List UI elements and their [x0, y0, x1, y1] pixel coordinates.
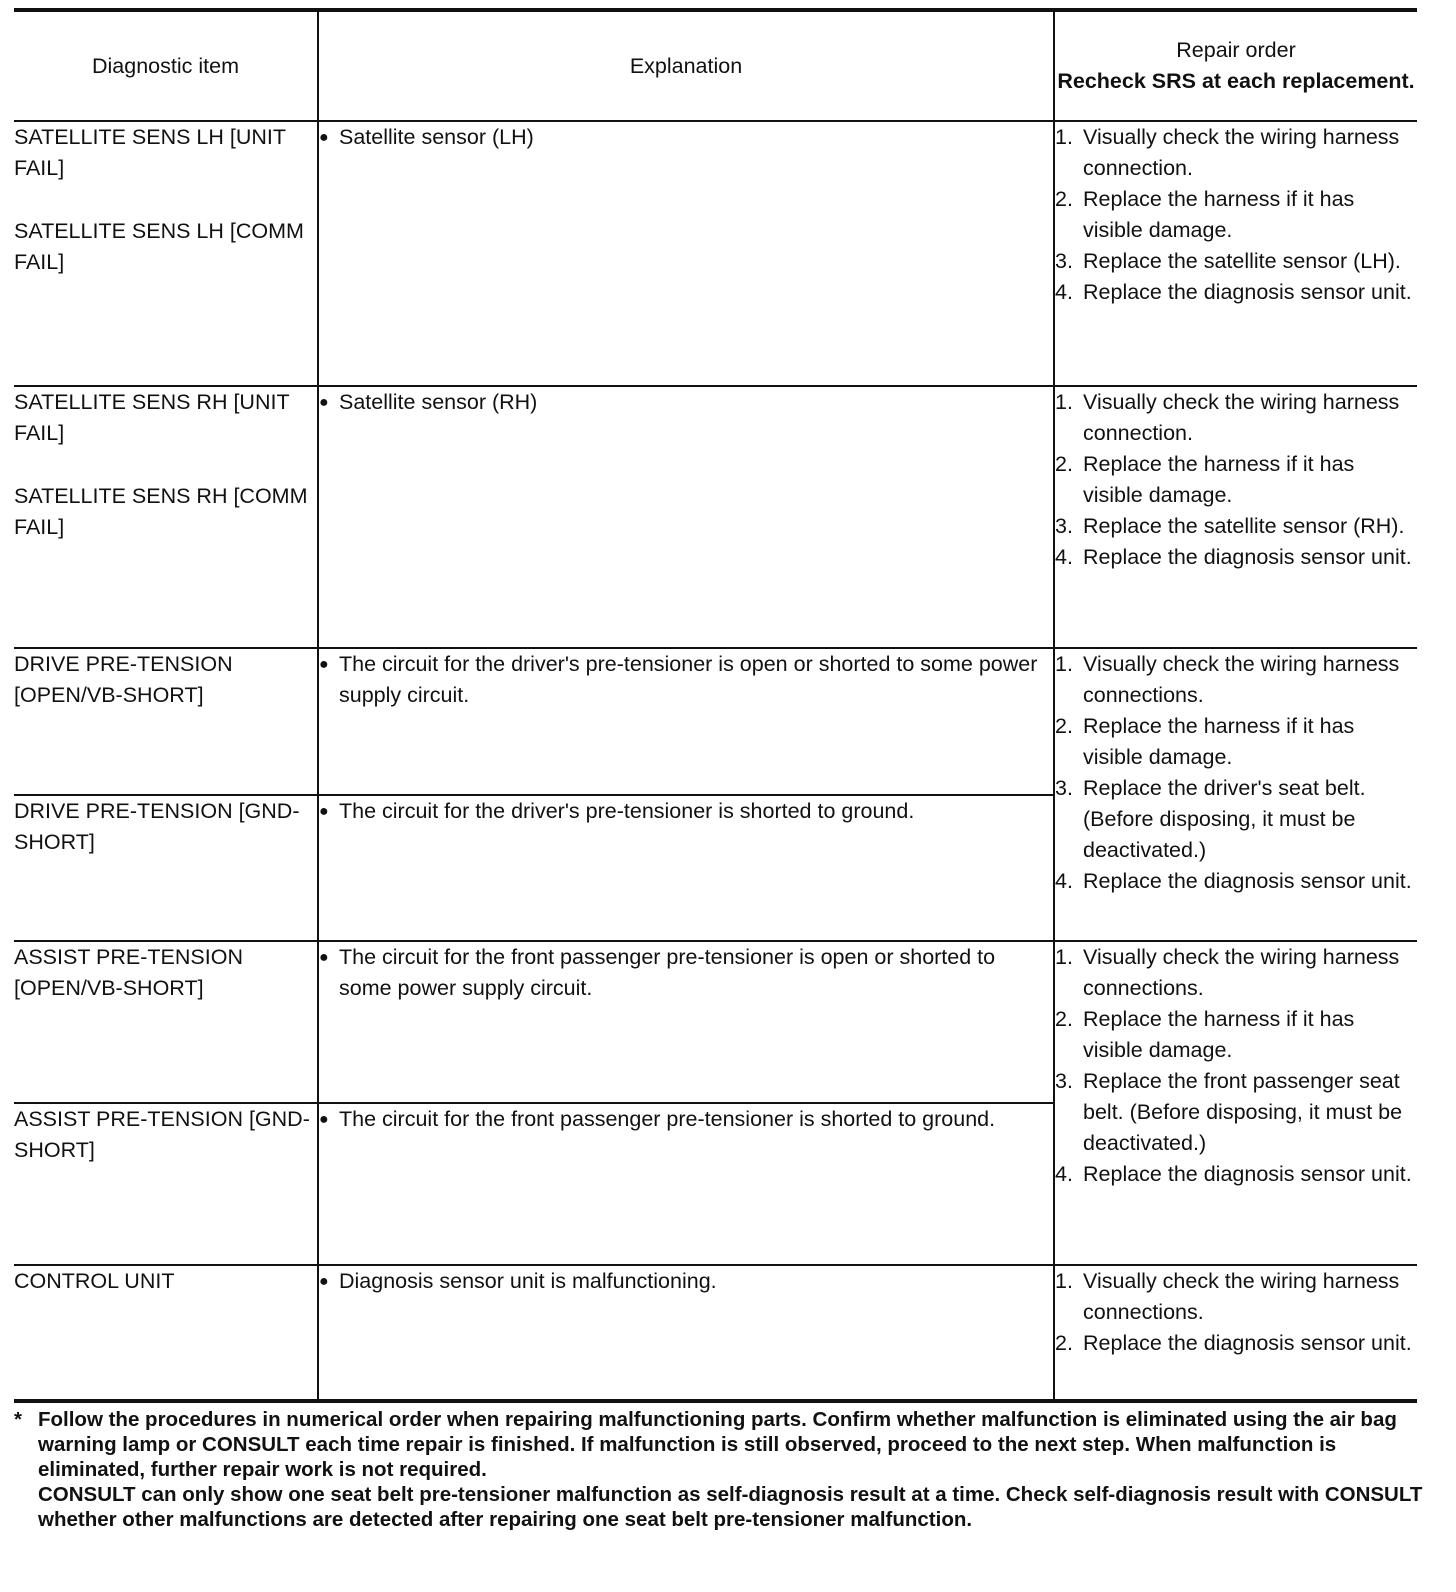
repair-order-cell — [1054, 386, 1417, 648]
repair-step: 1. Visually check the wiring harness connections. — [1055, 945, 1400, 1000]
diagnostic-code: SATELLITE SENS RH [UNIT FAIL] — [14, 390, 290, 445]
bullet-icon: ● — [319, 803, 329, 820]
repair-step: 4. Replace the diagnosis sensor unit. — [1055, 1162, 1412, 1186]
repair-step: 3. Replace the driver's seat belt. (Before disposing, it must be deactivated.) — [1055, 776, 1366, 862]
explanation-cell — [318, 1265, 1054, 1401]
diagnostic-code: CONTROL UNIT — [14, 1269, 175, 1293]
header-explanation: Explanation — [318, 10, 1054, 121]
repair-step: 1. Visually check the wiring harness connection. — [1055, 125, 1400, 180]
diagnostic-code: DRIVE PRE-TENSION [GND-SHORT] — [14, 799, 300, 854]
explanation-text: The circuit for the front passenger pre-tensioner is open or shorted to some power supply circuit. — [339, 945, 996, 1000]
repair-steps — [1055, 122, 1417, 308]
bullet-icon: ● — [319, 1111, 329, 1128]
explanation-text: The circuit for the driver's pre-tensioner is open or shorted to some power supply circuit. — [339, 652, 1038, 707]
repair-step: 1. Visually check the wiring harness connections. — [1055, 652, 1400, 707]
repair-step: 2. Replace the harness if it has visible damage. — [1055, 187, 1355, 242]
repair-step: 2. Replace the harness if it has visible damage. — [1055, 1007, 1355, 1062]
table-row — [14, 386, 1417, 648]
diagnostic-item-cell — [14, 941, 318, 1103]
repair-steps — [1055, 649, 1417, 897]
explanation-cell — [318, 795, 1054, 941]
bullet-icon: ● — [319, 1273, 329, 1290]
explanation-cell — [318, 386, 1054, 648]
explanation-cell — [318, 941, 1054, 1103]
repair-step: 2. Replace the harness if it has visible damage. — [1055, 714, 1355, 769]
header-diagnostic-item: Diagnostic item — [14, 10, 318, 121]
table-row — [14, 941, 1417, 1103]
repair-step: 1. Visually check the wiring harness connections. — [1055, 1269, 1400, 1324]
bullet-icon: ● — [319, 394, 329, 411]
diagnostic-code: SATELLITE SENS LH [COMM FAIL] — [14, 219, 304, 274]
header-repair-order-note: Recheck SRS at each replacement. — [1057, 69, 1415, 93]
repair-step: 3. Replace the satellite sensor (LH). — [1055, 249, 1401, 273]
diagnostic-item-cell — [14, 795, 318, 941]
table-row — [14, 648, 1417, 795]
diagnostic-code: DRIVE PRE-TENSION [OPEN/VB-SHORT] — [14, 652, 233, 707]
diagnostic-table — [14, 8, 1417, 1403]
repair-step: 4. Replace the diagnosis sensor unit. — [1055, 869, 1412, 893]
repair-order-cell — [1054, 941, 1417, 1265]
header-repair-order-title: Repair order — [1176, 38, 1296, 62]
explanation-text: Satellite sensor (RH) — [339, 390, 538, 414]
header-repair-order — [1054, 10, 1417, 121]
explanation-cell — [318, 648, 1054, 795]
explanation-cell — [318, 1103, 1054, 1265]
diagnostic-item-cell — [14, 1103, 318, 1265]
repair-step: 2. Replace the harness if it has visible damage. — [1055, 452, 1355, 507]
repair-steps — [1055, 387, 1417, 573]
repair-order-cell — [1054, 648, 1417, 941]
diagnostic-item-cell — [14, 121, 318, 386]
table-row — [14, 1265, 1417, 1401]
footnote-paragraph: CONSULT can only show one seat belt pre-tensioner malfunction as self-diagnosis result at a time. Check self-diagnosis result with CONSULT whether other malfunctions are detected after repairing one seat belt pre-tensioner malfunction. — [38, 1483, 1423, 1531]
repair-steps — [1055, 942, 1417, 1190]
repair-order-cell — [1054, 1265, 1417, 1401]
repair-step: 1. Visually check the wiring harness connection. — [1055, 390, 1400, 445]
table-header-row — [14, 10, 1417, 121]
diagnostic-item-cell — [14, 648, 318, 795]
repair-order-cell — [1054, 121, 1417, 386]
repair-step: 4. Replace the diagnosis sensor unit. — [1055, 545, 1412, 569]
bullet-icon: ● — [319, 656, 329, 673]
diagnostic-code: ASSIST PRE-TENSION [GND-SHORT] — [14, 1107, 310, 1162]
repair-steps — [1055, 1266, 1417, 1359]
explanation-text: Diagnosis sensor unit is malfunctioning. — [339, 1269, 717, 1293]
bullet-icon: ● — [319, 129, 329, 146]
explanation-text: The circuit for the front passenger pre-tensioner is shorted to ground. — [339, 1107, 996, 1131]
diagnostic-code: ASSIST PRE-TENSION [OPEN/VB-SHORT] — [14, 945, 243, 1000]
repair-step: 3. Replace the satellite sensor (RH). — [1055, 514, 1405, 538]
diagnostic-item-cell — [14, 1265, 318, 1401]
repair-step: 2. Replace the diagnosis sensor unit. — [1055, 1331, 1412, 1355]
diagnostic-code: SATELLITE SENS LH [UNIT FAIL] — [14, 125, 286, 180]
footnote-marker: * — [14, 1408, 22, 1431]
explanation-text: The circuit for the driver's pre-tensioner is shorted to ground. — [339, 799, 915, 823]
document — [14, 8, 1434, 1532]
repair-step: 3. Replace the front passenger seat belt. (Before disposing, it must be deactivated.) — [1055, 1069, 1403, 1155]
footnote — [14, 1407, 1424, 1532]
explanation-text: Satellite sensor (LH) — [339, 125, 534, 149]
diagnostic-code: SATELLITE SENS RH [COMM FAIL] — [14, 484, 308, 539]
table-row — [14, 121, 1417, 386]
bullet-icon: ● — [319, 949, 329, 966]
footnote-paragraph: Follow the procedures in numerical order when repairing malfunctioning parts. Confirm whether malfunction is eliminated using the air bag warning lamp or CONSULT each time repair is finished. If malfunction is still observed, proceed to the next step. When malfunction is eliminated, further repair work is not required. — [38, 1408, 1397, 1481]
repair-step: 4. Replace the diagnosis sensor unit. — [1055, 280, 1412, 304]
diagnostic-item-cell — [14, 386, 318, 648]
explanation-cell — [318, 121, 1054, 386]
